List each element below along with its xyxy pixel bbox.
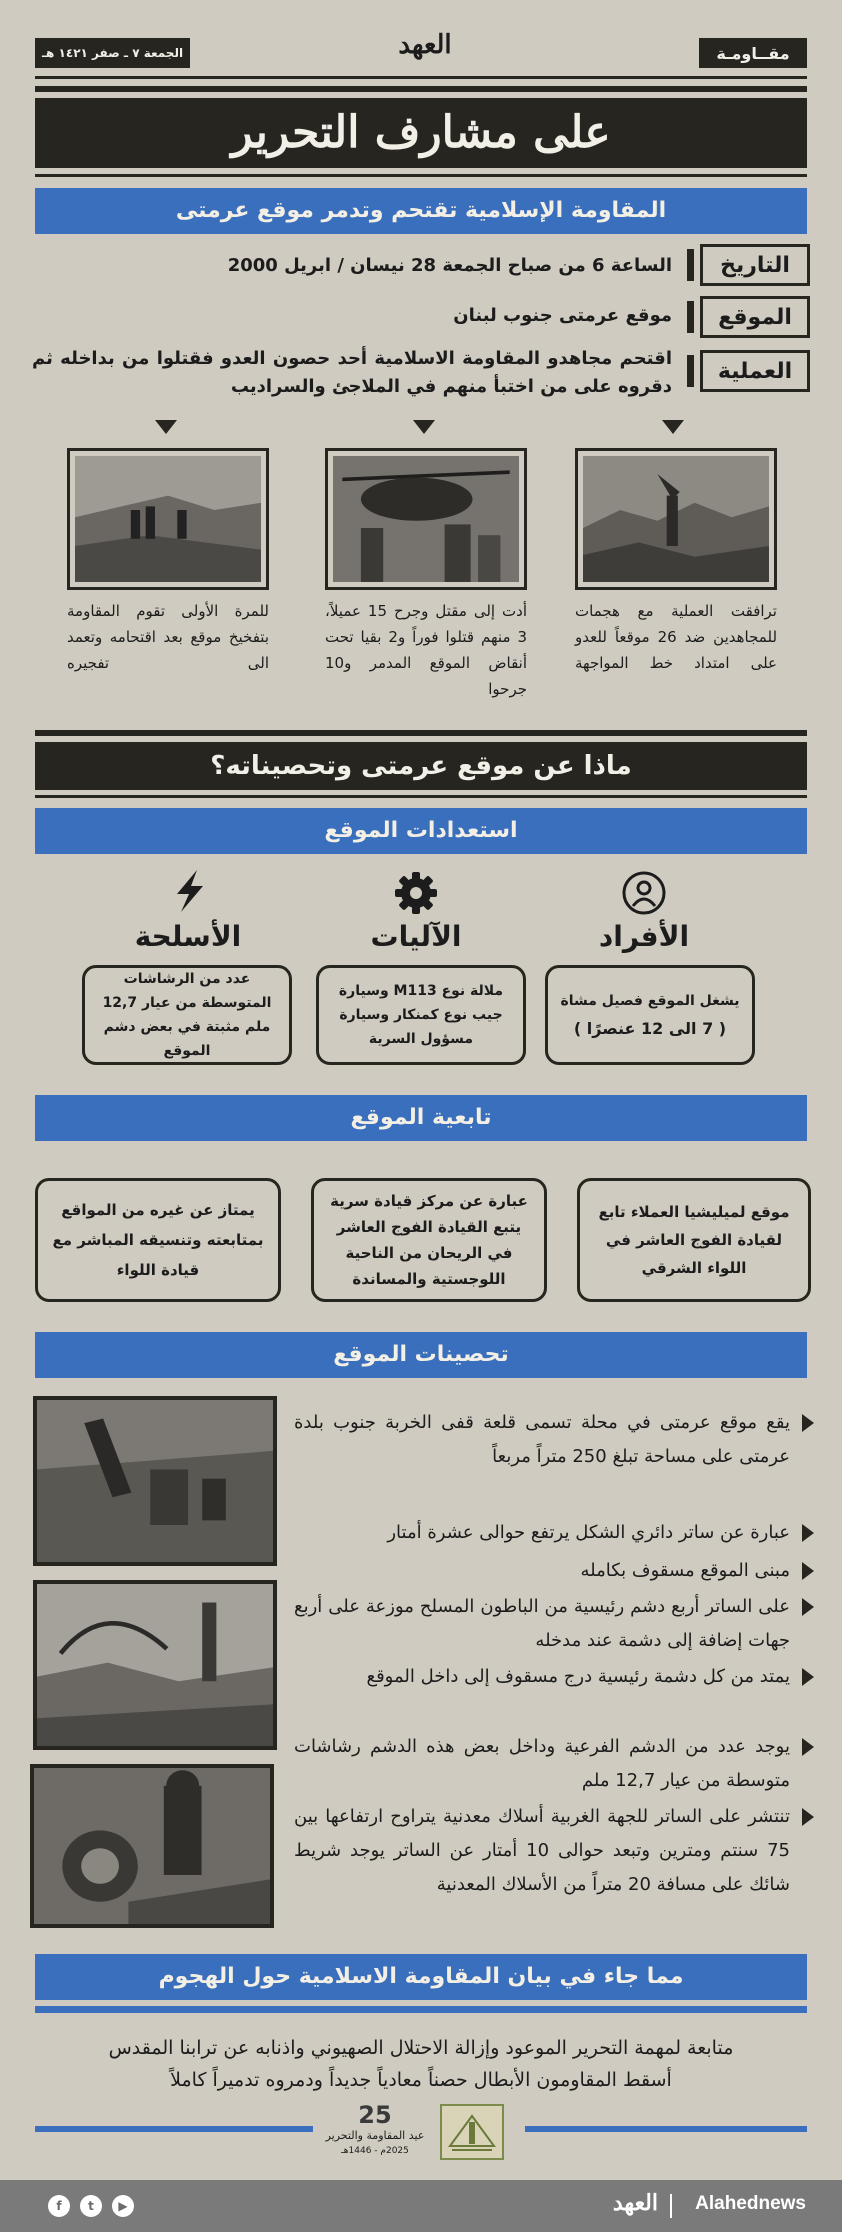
date-label (700, 244, 810, 286)
fortification-text-6: يوجد عدد من الدشم الفرعية وداخل بعض هذه الدشم رشاشات متوسطة من عيار 12,7 ملم (294, 1736, 790, 1791)
arrow-down-icon (155, 420, 177, 434)
affiliation-box-3 (35, 1178, 281, 1302)
fortification-text-1: يقع موقع عرمتى في محلة تسمى قلعة قفى الخربة جنوب بلدة عرمتى على مساحة تبلغ 250 متراً مربعاً (294, 1412, 790, 1467)
footer-logo-ar[interactable]: العهد (612, 2190, 658, 2216)
twitter-icon[interactable]: t (80, 2195, 102, 2217)
fortification-bullet-2 (294, 1516, 814, 1550)
youtube-icon[interactable]: ▶ (112, 2195, 134, 2217)
fortification-text-5: يمتد من كل دشمة رئيسية درج مسقوف إلى داخل الموقع (366, 1666, 790, 1687)
column-text-2: أدت إلى مقتل وجرح 15 عميلاً، 3 منهم قتلوا فوراً و2 بقيا تحت أنقاض الموقع المدمر و10 جرحوا (325, 602, 528, 698)
operation-value: اقتحم مجاهدو المقاومة الاسلامية أحد حصون العدو فقتلوا من بداخله ثم دقروه على من اختبأ منهم في الملاجئ والسراديب (32, 348, 672, 397)
affiliation-text-2: عبارة عن مركز قيادة سرية يتبع القيادة الفوج العاشر في الريحان من الناحية اللوجستية والمساندة (330, 1192, 528, 1288)
statement-line-1: متابعة لمهمة التحرير الموعود وإزالة الاحتلال الصهيوني واذنابه عن ترابنا المقدس (108, 2037, 734, 2059)
operation-photo-2 (325, 448, 527, 590)
chevron-left-icon (802, 1562, 814, 1580)
chevron-left-icon (802, 1808, 814, 1826)
footer-rule-right (525, 2126, 807, 2132)
fortification-text-2: عبارة عن ساتر دائري الشكل يرتفع حوالى عشرة أمتار (387, 1522, 790, 1543)
resistance-emblem-icon (442, 2106, 502, 2158)
affiliation-box-2 (311, 1178, 547, 1302)
category-tag[interactable]: مقــاومـة (699, 38, 807, 68)
header (35, 30, 807, 80)
column-text-1: ترافقت العملية مع هجمات للمجاهدين ضد 26 موقعاً للعدو على امتداد خط المواجهة (575, 602, 778, 672)
anniversary-line-1: عيد المقاومة والتحرير (325, 2129, 425, 2142)
arrow-down-icon (413, 420, 435, 434)
affiliation-title: تابعية الموقع (35, 1095, 807, 1141)
statement-rule (35, 2006, 807, 2013)
operation-photo-1 (575, 448, 777, 590)
fortification-photo-3 (30, 1764, 274, 1928)
stat-personnel-text: يشغل الموقع فصيل مشاة (560, 993, 740, 1009)
fortification-bullet-1 (294, 1406, 814, 1474)
chevron-left-icon (802, 1668, 814, 1686)
operation-photo-3 (67, 448, 269, 590)
question-title: ماذا عن موقع عرمتى وتحصيناته؟ (35, 742, 807, 790)
affiliation-box-1 (577, 1178, 811, 1302)
person-icon (621, 870, 667, 916)
stat-personnel-count: ( 7 الى 12 عنصرًا ) (573, 1019, 727, 1038)
facebook-icon[interactable]: f (48, 2195, 70, 2217)
fortification-bullet-6 (294, 1730, 814, 1798)
anniversary-badge (320, 2102, 430, 2166)
photo-gun-emplacement (37, 1400, 273, 1562)
anniversary-number: 25 (358, 2101, 392, 2129)
photo-rubble-wire (37, 1584, 273, 1746)
chevron-left-icon (802, 1524, 814, 1542)
operation-label (700, 350, 810, 392)
statement-line-2: أسقط المقاومون الأبطال حصناً معادياً جديداً ودمروه تدميراً كاملاً (170, 2069, 672, 2091)
chevron-left-icon (802, 1598, 814, 1616)
stat-title-vehicles: الآليات (370, 920, 462, 953)
chevron-left-icon (802, 1738, 814, 1756)
gear-icon (393, 870, 439, 916)
arrow-down-icon (662, 420, 684, 434)
resistance-logo (440, 2104, 504, 2160)
title-bottom-rule (35, 174, 807, 177)
footer-logo-en[interactable]: Alahednews (695, 2193, 806, 2214)
preparations-title: استعدادات الموقع (35, 808, 807, 854)
question-top-rule (35, 730, 807, 736)
fortification-bullet-3 (294, 1554, 814, 1588)
location-label-text: الموقع (718, 304, 792, 330)
operation-label-text: العملية (717, 358, 793, 384)
photo-hilltop-soldier (583, 456, 769, 582)
stat-weapons-text: عدد من الرشاشات المتوسطة من عيار 12,7 ملم مثبتة في بعض دشم الموقع (102, 971, 272, 1059)
stat-box-vehicles (316, 965, 526, 1065)
statement-title: مما جاء في بيان المقاومة الاسلامية حول الهجوم (35, 1954, 807, 2000)
fortification-bullet-4 (294, 1590, 814, 1658)
photo-helicopter (333, 456, 519, 582)
location-value: موقع عرمتى جنوب لبنان (453, 305, 672, 326)
column-text-3: للمرة الأولى تقوم المقاومة بتفخيخ موقع بعد اقتحامه وتعمد الى تفجيره (67, 602, 269, 672)
fortification-text-3: مبنى الموقع مسقوف بكامله (580, 1560, 790, 1581)
date-value: الساعة 6 من صباح الجمعة 28 نيسان / ابريل 2000 (227, 255, 672, 276)
stat-title-personnel: الأفراد (598, 920, 690, 953)
main-title: على مشارف التحرير (35, 98, 807, 168)
stat-box-personnel (545, 965, 755, 1065)
stat-title-weapons: الأسلحة (134, 920, 242, 953)
question-bottom-rule (35, 795, 807, 798)
fortifications-title: تحصينات الموقع (35, 1332, 807, 1378)
date-label-text: التاريخ (720, 252, 790, 278)
affiliation-text-3: يمتاز عن غيره من المواقع بمتابعته وتنسيقه المباشر مع قيادة اللواء (52, 1201, 264, 1279)
alahed-logo[interactable]: العهد (398, 30, 452, 60)
footer-rule-left (35, 2126, 313, 2132)
anniversary-line-2: 2025م - 1446هـ (341, 2146, 409, 2156)
lightning-icon (167, 868, 213, 914)
fortification-text-7: تنتشر على الساتر للجهة الغربية أسلاك معدنية يتراوح ارتفاعها بين 75 سنتم ومترين وتبعد حوالى 10 أمتار عن الساتر يوجد شريط شائك على مسافة 20 متراً من الأسلاك المعدنية (294, 1806, 791, 1895)
header-date: الجمعة ٧ ـ صفر ١٤٢١ هـ (35, 38, 190, 68)
photo-soldiers-hill (75, 456, 261, 582)
fortification-photo-1 (33, 1396, 277, 1566)
fortification-text-4: على الساتر أربع دشم رئيسية من الباطون المسلح موزعة على أربع جهات إضافة إلى دشمة عند مدخله (294, 1596, 790, 1651)
title-top-rule (35, 86, 807, 92)
affiliation-text-1: موقع لميليشيا العملاء تابع لقيادة الفوج العاشر في اللواء الشرقي (598, 1203, 790, 1277)
chevron-left-icon (802, 1414, 814, 1432)
fortification-bullet-5 (294, 1660, 814, 1694)
header-rule (35, 76, 807, 79)
stat-box-weapons (82, 965, 292, 1065)
stat-vehicles-text: ملالة نوع M113 وسيارة جيب نوع كمنكار وسيارة مسؤول السرية (338, 983, 504, 1047)
fortification-photo-2 (33, 1580, 277, 1750)
footer-bar (0, 2180, 842, 2232)
location-label (700, 296, 810, 338)
photo-soldier-equipment (34, 1768, 270, 1924)
fortification-bullet-7 (294, 1800, 814, 1902)
footer-divider (670, 2194, 672, 2218)
subtitle-bar: المقاومة الإسلامية تقتحم وتدمر موقع عرمتى (35, 188, 807, 234)
